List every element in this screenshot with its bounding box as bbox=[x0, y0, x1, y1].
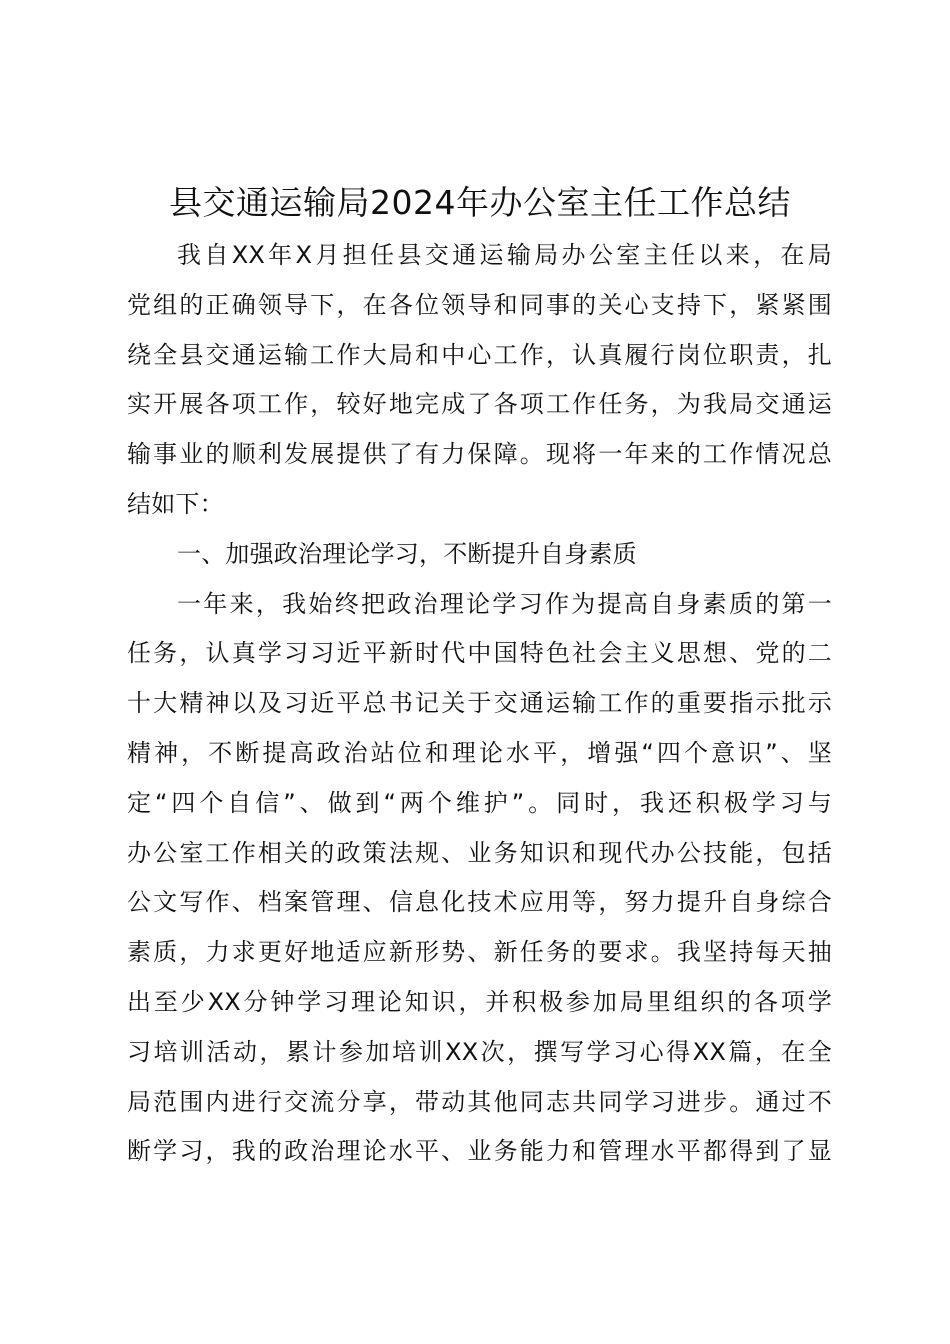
paragraph-line: 办公室工作相关的政策法规、业务知识和现代办公技能，包括 bbox=[127, 839, 832, 867]
section-heading: 一、加强政治理论学习，不断提升自身素质 bbox=[177, 540, 637, 568]
paragraph-line: 绕全县交通运输工作大局和中心工作，认真履行岗位职责，扎 bbox=[127, 341, 832, 369]
paragraph-line: 公文写作、档案管理、信息化技术应用等，努力提升自身综合 bbox=[127, 888, 832, 916]
paragraph-line: 断学习，我的政治理论水平、业务能力和管理水平都得到了显 bbox=[127, 1137, 832, 1165]
paragraph-line: 定“四个自信”、做到“两个维护”。同时，我还积极学习与 bbox=[127, 789, 832, 817]
paragraph-line: 党组的正确领导下，在各位领导和同事的关心支持下，紧紧围 bbox=[127, 291, 832, 319]
paragraph-line: 一年来，我始终把政治理论学习作为提高自身素质的第一 bbox=[177, 590, 832, 618]
paragraph-line: 出至少XX分钟学习理论知识，并积极参加局里组织的各项学 bbox=[127, 988, 832, 1016]
paragraph-line: 精神，不断提高政治站位和理论水平，增强“四个意识”、坚 bbox=[127, 739, 832, 767]
paragraph-line: 结如下： bbox=[127, 490, 224, 518]
paragraph-line: 十大精神以及习近平总书记关于交通运输工作的重要指示批示 bbox=[127, 689, 832, 717]
paragraph-line: 输事业的顺利发展提供了有力保障。现将一年来的工作情况总 bbox=[127, 440, 832, 468]
paragraph-line: 任务，认真学习习近平新时代中国特色社会主义思想、党的二 bbox=[127, 639, 832, 667]
paragraph-line: 素质，力求更好地适应新形势、新任务的要求。我坚持每天抽 bbox=[127, 938, 832, 966]
paragraph-line: 我自XX年X月担任县交通运输局办公室主任以来，在局 bbox=[177, 241, 832, 269]
paragraph-line: 习培训活动，累计参加培训XX次，撰写学习心得XX篇，在全 bbox=[127, 1038, 832, 1066]
paragraph-line: 实开展各项工作，较好地完成了各项工作任务，为我局交通运 bbox=[127, 390, 832, 418]
paragraph-line: 局范围内进行交流分享，带动其他同志共同学习进步。通过不 bbox=[127, 1088, 832, 1116]
document-title: 县交通运输局2024年办公室主任工作总结 bbox=[169, 183, 791, 222]
